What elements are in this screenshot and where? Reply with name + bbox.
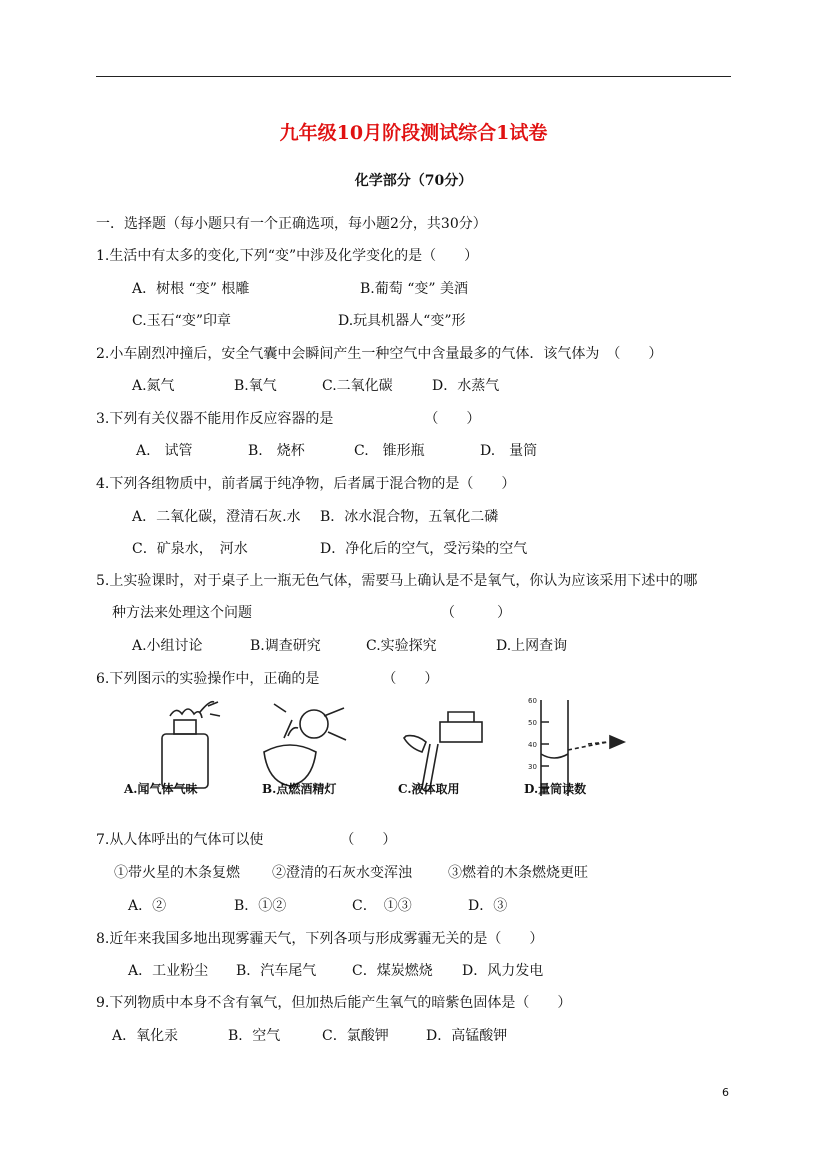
question-2-stem: 2.小车剧烈冲撞后，安全气囊中会瞬间产生一种空气中含量最多的气体．该气体为 （ ）	[96, 346, 663, 362]
scale-label-50: 50	[528, 719, 537, 727]
question-8-option-c: C．煤炭燃烧	[352, 963, 433, 979]
question-9-stem: 9.下列物质中本身不含有氧气，但加热后能产生氧气的暗紫色固体是（ ）	[96, 995, 572, 1011]
question-1-option-c: C.玉石“变”印章	[132, 313, 231, 329]
page-subtitle: 化学部分（70分）	[354, 173, 473, 189]
question-4-option-c: C．矿泉水， 河水	[132, 541, 248, 557]
question-4-option-d: D．净化后的空气，受污染的空气	[320, 541, 528, 557]
question-5-stem: 5.上实验课时，对于桌子上一瓶无色气体，需要马上确认是不是氧气，你认为应该采用下述中的哪	[96, 573, 698, 589]
question-1-option-b: B.葡萄 “变” 美酒	[360, 281, 468, 297]
question-3-option-d: D. 量筒	[480, 443, 538, 459]
figure-caption-d: D.量筒读数	[524, 782, 587, 796]
scale-label-30: 30	[528, 763, 537, 771]
question-1-option-a: A．树根 “变” 根雕	[132, 281, 250, 297]
question-4-stem: 4.下列各组物质中，前者属于纯净物，后者属于混合物的是（ ）	[96, 476, 516, 492]
question-8-option-d: D．风力发电	[462, 963, 544, 979]
question-9-option-a: A．氧化汞	[112, 1028, 179, 1044]
question-3-option-c: C. 锥形瓶	[354, 443, 425, 459]
question-3-option-a: A. 试管	[136, 443, 193, 459]
question-3-stem: 3.下列有关仪器不能用作反应容器的是 （ ）	[96, 411, 481, 427]
question-5-stem-continued: 种方法来处理这个问题 （ ）	[112, 605, 511, 621]
scale-label-40: 40	[528, 741, 537, 749]
question-9-option-b: B．空气	[228, 1028, 281, 1044]
section-heading: 一．选择题（每小题只有一个正确选项，每小题2分，共30分）	[96, 216, 487, 232]
alcohol-lamp-drawing	[264, 704, 346, 786]
question-2-option-b: B.氧气	[234, 378, 277, 394]
question-1-stem: 1.生活中有太多的变化,下列“变”中涉及化学变化的是（ ）	[96, 248, 479, 264]
scale-label-60: 60	[528, 697, 537, 705]
question-3-option-b: B. 烧杯	[248, 443, 305, 459]
question-7-option-a: A．②	[128, 898, 167, 914]
figure-caption-b: B.点燃酒精灯	[262, 782, 337, 796]
question-6-stem: 6.下列图示的实验操作中，正确的是 （ ）	[96, 671, 439, 687]
question-7-item-3: ③燃着的木条燃烧更旺	[448, 865, 588, 881]
question-7-option-d: D．③	[468, 898, 508, 914]
question-7-item-2: ②澄清的石灰水变浑浊	[272, 865, 412, 881]
question-7-option-b: B．①②	[234, 898, 287, 914]
figure-caption-c: C.液体取用	[398, 782, 460, 796]
gas-bottle-drawing	[162, 702, 220, 788]
question-9-option-c: C．氯酸钾	[322, 1028, 389, 1044]
question-2-option-d: D．水蒸气	[432, 378, 500, 394]
question-1-option-d: D.玩具机器人“变”形	[338, 313, 466, 329]
question-7-item-1: ①带火星的木条复燃	[114, 865, 240, 881]
question-8-stem: 8.近年来我国多地出现雾霾天气，下列各项与形成雾霾无关的是（ ）	[96, 931, 544, 947]
question-4-option-b: B．冰水混合物，五氧化二磷	[320, 509, 499, 525]
question-5-option-c: C.实验探究	[366, 638, 437, 654]
question-9-option-d: D．高锰酸钾	[426, 1028, 508, 1044]
figure-caption-a: A.闻气体气味	[124, 782, 198, 796]
question-5-option-b: B.调查研究	[250, 638, 321, 654]
question-2-option-c: C.二氧化碳	[322, 378, 393, 394]
question-7-option-c: C． ①③	[352, 898, 412, 914]
question-2-option-a: A.氮气	[132, 378, 175, 394]
question-4-option-a: A．二氧化碳，澄清石灰.水	[132, 509, 301, 525]
question-8-option-a: A．工业粉尘	[128, 963, 209, 979]
question-5-option-a: A.小组讨论	[132, 638, 203, 654]
question-5-option-d: D.上网查询	[496, 638, 568, 654]
page-number: 6	[722, 1086, 729, 1099]
question-8-option-b: B．汽车尾气	[236, 963, 317, 979]
question-7-stem: 7.从人体呼出的气体可以使 （ ）	[96, 832, 397, 848]
header-rule	[96, 76, 731, 77]
page-title: 九年级10月阶段测试综合1试卷	[279, 122, 548, 144]
